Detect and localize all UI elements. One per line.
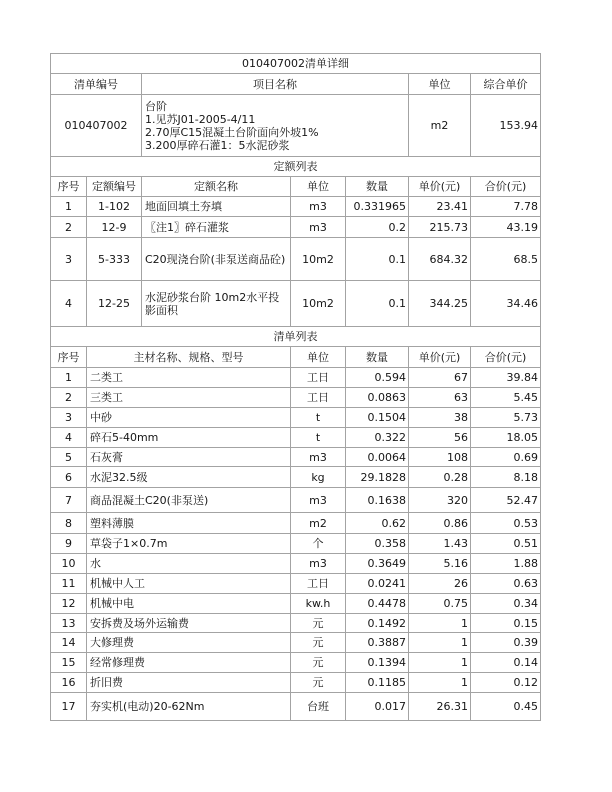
material-no: 17 (51, 693, 87, 721)
material-unit-price: 63 (409, 388, 471, 408)
quota-quantity: 0.2 (346, 217, 409, 238)
material-total-price: 0.39 (471, 633, 541, 653)
material-unit: kw.h (291, 594, 346, 614)
item-code: 010407002 (51, 95, 142, 157)
material-total-price: 0.12 (471, 673, 541, 693)
material-total-price: 5.73 (471, 408, 541, 428)
quota-unit-price: 684.32 (409, 238, 471, 281)
item-price: 153.94 (471, 95, 541, 157)
material-unit: 工日 (291, 388, 346, 408)
material-row (51, 653, 541, 673)
material-name: 机械中电 (87, 594, 291, 614)
quota-name: 地面回填土夯填 (142, 197, 291, 217)
material-unit: m3 (291, 488, 346, 513)
material-quantity: 0.0064 (346, 448, 409, 467)
bill-detail-table (50, 53, 541, 721)
quota-code: 12-25 (87, 281, 142, 327)
material-name-header: 主材名称、规格、型号 (87, 347, 291, 368)
material-unit: t (291, 408, 346, 428)
quota-row (51, 281, 541, 327)
quota-code: 12-9 (87, 217, 142, 238)
material-quantity: 0.594 (346, 368, 409, 388)
material-unit-price-header: 单价(元) (409, 347, 471, 368)
quota-code: 5-333 (87, 238, 142, 281)
material-unit: m3 (291, 554, 346, 574)
material-no: 10 (51, 554, 87, 574)
material-total-price: 0.45 (471, 693, 541, 721)
material-name: 商品混凝土C20(非泵送) (87, 488, 291, 513)
material-unit-price: 1.43 (409, 534, 471, 554)
material-total-price: 8.18 (471, 467, 541, 488)
material-quantity: 0.1638 (346, 488, 409, 513)
quota-row (51, 217, 541, 238)
quota-section-title: 定额列表 (51, 157, 541, 177)
material-quantity: 0.4478 (346, 594, 409, 614)
quota-name-header: 定额名称 (142, 177, 291, 197)
material-unit: 个 (291, 534, 346, 554)
material-unit-price: 67 (409, 368, 471, 388)
sheet-title: 010407002清单详细 (51, 54, 541, 74)
material-row (51, 488, 541, 513)
title-row (51, 54, 541, 74)
material-no: 15 (51, 653, 87, 673)
quota-total-price: 7.78 (471, 197, 541, 217)
material-quantity-header: 数量 (346, 347, 409, 368)
material-quantity: 0.1504 (346, 408, 409, 428)
material-no: 16 (51, 673, 87, 693)
material-total-price: 0.69 (471, 448, 541, 467)
material-total-price: 0.14 (471, 653, 541, 673)
quota-no: 3 (51, 238, 87, 281)
material-no: 3 (51, 408, 87, 428)
material-quantity: 0.3649 (346, 554, 409, 574)
material-row (51, 428, 541, 448)
material-unit: kg (291, 467, 346, 488)
material-total-price: 5.45 (471, 388, 541, 408)
material-unit: t (291, 428, 346, 448)
material-unit: 元 (291, 653, 346, 673)
quota-unit-price: 23.41 (409, 197, 471, 217)
material-no: 2 (51, 388, 87, 408)
quota-unit: m3 (291, 197, 346, 217)
quota-unit-price-header: 单价(元) (409, 177, 471, 197)
material-no: 14 (51, 633, 87, 653)
material-no: 5 (51, 448, 87, 467)
material-no: 6 (51, 467, 87, 488)
material-quantity: 0.0241 (346, 574, 409, 594)
material-quantity: 0.1492 (346, 614, 409, 633)
material-unit: 台班 (291, 693, 346, 721)
quota-section-row (51, 157, 541, 177)
quota-name: 水泥砂浆台阶 10m2水平投影面积 (142, 281, 291, 327)
material-no: 4 (51, 428, 87, 448)
item-price-header: 综合单价 (471, 74, 541, 95)
item-header-row (51, 74, 541, 95)
item-name-header: 项目名称 (142, 74, 409, 95)
quota-total-price: 68.5 (471, 238, 541, 281)
material-quantity: 0.322 (346, 428, 409, 448)
material-name: 塑料薄膜 (87, 513, 291, 534)
material-unit: 元 (291, 673, 346, 693)
quota-header-row (51, 177, 541, 197)
material-name: 机械中人工 (87, 574, 291, 594)
item-description-line: 1.见苏J01-2005-4/11 (145, 112, 256, 126)
material-row (51, 467, 541, 488)
item-code-header: 清单编号 (51, 74, 142, 95)
material-quantity: 29.1828 (346, 467, 409, 488)
material-unit-price: 26 (409, 574, 471, 594)
material-total-price: 0.51 (471, 534, 541, 554)
material-row (51, 388, 541, 408)
material-row (51, 554, 541, 574)
material-no: 12 (51, 594, 87, 614)
quota-unit: 10m2 (291, 281, 346, 327)
material-no: 9 (51, 534, 87, 554)
material-unit: m3 (291, 448, 346, 467)
quota-total-price-header: 合价(元) (471, 177, 541, 197)
item-description-line: 3.200厚碎石灌1：5水泥砂浆 (145, 138, 290, 152)
item-description-line: 2.70厚C15混凝土台阶面向外坡1% (145, 125, 319, 139)
material-row (51, 408, 541, 428)
material-unit-price: 5.16 (409, 554, 471, 574)
material-unit-price: 1 (409, 614, 471, 633)
material-total-price: 0.34 (471, 594, 541, 614)
material-unit-price: 0.28 (409, 467, 471, 488)
quota-row (51, 238, 541, 281)
material-unit-price: 0.86 (409, 513, 471, 534)
material-name: 水 (87, 554, 291, 574)
material-unit-price: 0.75 (409, 594, 471, 614)
material-name: 二类工 (87, 368, 291, 388)
material-unit-price: 108 (409, 448, 471, 467)
quota-quantity-header: 数量 (346, 177, 409, 197)
material-no: 8 (51, 513, 87, 534)
material-no: 11 (51, 574, 87, 594)
material-name: 水泥32.5级 (87, 467, 291, 488)
material-name: 安拆费及场外运输费 (87, 614, 291, 633)
material-unit: 工日 (291, 574, 346, 594)
quota-row (51, 197, 541, 217)
material-row (51, 693, 541, 721)
quota-quantity: 0.1 (346, 281, 409, 327)
material-quantity: 0.358 (346, 534, 409, 554)
material-unit-header: 单位 (291, 347, 346, 368)
material-row (51, 448, 541, 467)
item-row (51, 95, 541, 157)
material-unit-price: 56 (409, 428, 471, 448)
material-row (51, 633, 541, 653)
item-description-line: 台阶 (145, 99, 167, 113)
material-quantity: 0.3887 (346, 633, 409, 653)
material-no-header: 序号 (51, 347, 87, 368)
material-total-price: 52.47 (471, 488, 541, 513)
material-unit: m2 (291, 513, 346, 534)
material-row (51, 368, 541, 388)
material-name: 三类工 (87, 388, 291, 408)
material-quantity: 0.1394 (346, 653, 409, 673)
material-unit-price: 320 (409, 488, 471, 513)
material-total-price: 0.15 (471, 614, 541, 633)
materials-section-row (51, 327, 541, 347)
material-unit-price: 38 (409, 408, 471, 428)
quota-unit: 10m2 (291, 238, 346, 281)
quota-unit-price: 215.73 (409, 217, 471, 238)
material-name: 草袋子1×0.7m (87, 534, 291, 554)
material-row (51, 513, 541, 534)
materials-header-row (51, 347, 541, 368)
material-total-price: 18.05 (471, 428, 541, 448)
material-unit-price: 26.31 (409, 693, 471, 721)
quota-unit: m3 (291, 217, 346, 238)
material-row (51, 574, 541, 594)
material-quantity: 0.0863 (346, 388, 409, 408)
quota-code: 1-102 (87, 197, 142, 217)
material-row (51, 673, 541, 693)
quota-no: 4 (51, 281, 87, 327)
material-total-price-header: 合价(元) (471, 347, 541, 368)
material-row (51, 594, 541, 614)
material-unit-price: 1 (409, 673, 471, 693)
material-total-price: 39.84 (471, 368, 541, 388)
material-name: 石灰膏 (87, 448, 291, 467)
material-unit-price: 1 (409, 633, 471, 653)
quota-name: 〖注1〗碎石灌浆 (142, 217, 291, 238)
quota-no-header: 序号 (51, 177, 87, 197)
quota-quantity: 0.331965 (346, 197, 409, 217)
material-total-price: 0.63 (471, 574, 541, 594)
quota-total-price: 34.46 (471, 281, 541, 327)
quota-unit-header: 单位 (291, 177, 346, 197)
material-no: 13 (51, 614, 87, 633)
material-quantity: 0.62 (346, 513, 409, 534)
item-unit: m2 (409, 95, 471, 157)
quota-code-header: 定额编号 (87, 177, 142, 197)
material-unit: 元 (291, 614, 346, 633)
material-name: 大修理费 (87, 633, 291, 653)
material-name: 夯实机(电动)20-62Nm (87, 693, 291, 721)
item-unit-header: 单位 (409, 74, 471, 95)
material-row (51, 614, 541, 633)
material-total-price: 0.53 (471, 513, 541, 534)
material-no: 7 (51, 488, 87, 513)
quota-unit-price: 344.25 (409, 281, 471, 327)
material-quantity: 0.017 (346, 693, 409, 721)
material-total-price: 1.88 (471, 554, 541, 574)
quota-no: 2 (51, 217, 87, 238)
materials-section-title: 清单列表 (51, 327, 541, 347)
material-unit: 元 (291, 633, 346, 653)
material-name: 中砂 (87, 408, 291, 428)
material-row (51, 534, 541, 554)
item-description (142, 95, 409, 157)
material-unit-price: 1 (409, 653, 471, 673)
material-unit: 工日 (291, 368, 346, 388)
quota-quantity: 0.1 (346, 238, 409, 281)
material-quantity: 0.1185 (346, 673, 409, 693)
quota-no: 1 (51, 197, 87, 217)
material-name: 折旧费 (87, 673, 291, 693)
quota-total-price: 43.19 (471, 217, 541, 238)
material-no: 1 (51, 368, 87, 388)
material-name: 碎石5-40mm (87, 428, 291, 448)
quota-name: C20现浇台阶(非泵送商品砼) (142, 238, 291, 281)
material-name: 经常修理费 (87, 653, 291, 673)
